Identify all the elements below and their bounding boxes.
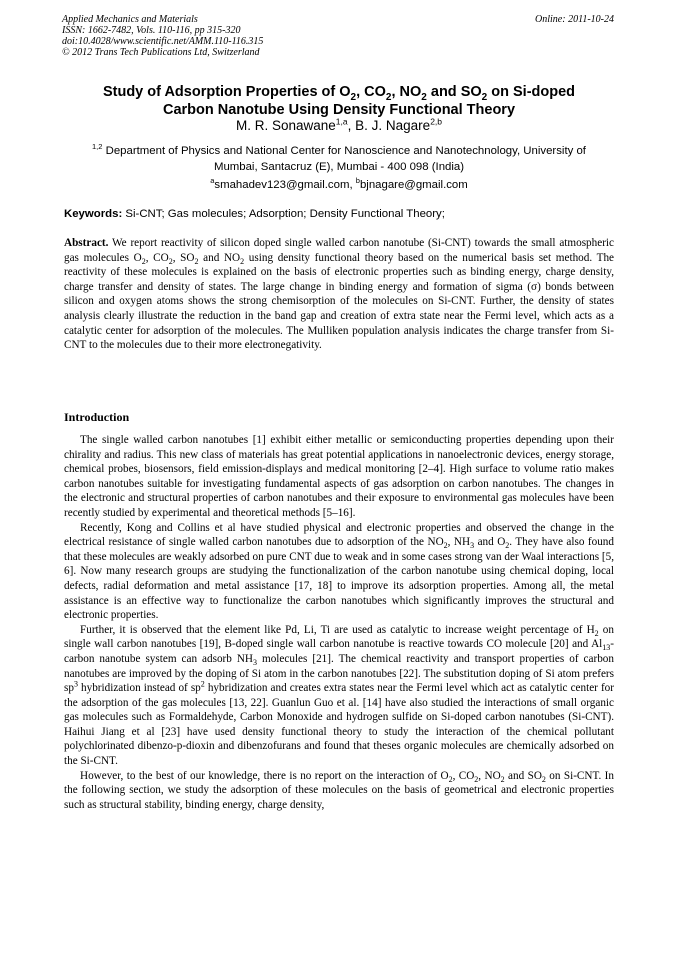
title-line-2: Carbon Nanotube Using Density Functional Theory	[162, 102, 516, 118]
author-list: M. R. Sonawane$^{1,a}$, B. J. Nagare$^{2,b}$	[235, 116, 443, 133]
paragraph-2: Recently, Kong and Collins et al have studied physical and electronic properties and observed the change in the electrical resistance of single walled carbon nanotubes due to adsorption of the $NO_2$, $NH_3$ and $O_2$. They have also found that these molecules are weakly adsorbed on pure CNT due to weak and in some cases strong van der Waal interactions [5, 6]. Now many research groups are studying the functionalization of the carbon nanotube using chemical doping, local defects, radial deformation and metal assistance [17, 18] to improve its adsorption properties. Among all, the metal assistance is an effective way to functionalize the carbon nanotubes which significantly improves the structural and electronic properties.	[64, 521, 614, 622]
issn: ISSN: 1662-7482, Vols. 110-116, pp 315-320	[62, 25, 241, 36]
keywords-text: Si-CNT; Gas molecules; Adsorption; Density Functional Theory;	[122, 208, 445, 220]
email-1[interactable]: smahadev123@gmail.com	[214, 179, 350, 191]
keywords-label: Keywords:	[64, 208, 123, 220]
copyright: © 2012 Trans Tech Publications Ltd, Switzerland	[62, 47, 260, 58]
paragraph-4: However, to the best of our knowledge, there is no report on the interaction of $O_2$, $CO_2$, $NO_2$ and $SO_2$ on Si-CNT. In the following section, we study the adsorption of these molecules on the basis of geometrical and electronic properties such as structural stability, binding energy, charge density,	[64, 769, 614, 811]
doi: doi:10.4028/www.scientific.net/AMM.110-116.315	[62, 36, 264, 47]
affiliation: $^{1,2}$ Department of Physics and National Center for Nanoscience and Nanotechnology, University of Mumbai, Santacruz (E), Mumbai - 400 098 (India)	[92, 142, 586, 173]
paper-title	[60, 83, 618, 119]
paragraph-1: The single walled carbon nanotubes [1] exhibit either metallic or semiconducting properties depending upon their chirality and radius. This new class of materials has great potential applications in nanoelectronic devices, energy storage, chemical probes, biosensors, field emission-displays and medical monitoring [2–4]. High surface to volume ratio makes carbon nanotubes suitable for investigating fundamental aspects of gas adsorption on carbon nanotubes. The changes in the electronic and structural properties of carbon nanotubes and their exposure to environmental gas molecules have been recently studied by experimental and theoretical methods [5–16].	[64, 434, 614, 519]
email-2[interactable]: bjnagare@gmail.com	[359, 179, 468, 191]
journal-name: Applied Mechanics and Materials	[62, 14, 198, 25]
title-line-1: Study of Adsorption Properties of $O_2$, $CO_2$, $NO_2$ and $SO_2$ on Si-doped	[102, 84, 576, 103]
online-date: Online: 2011-10-24	[535, 14, 614, 25]
paragraph-3: Further, it is observed that the element like Pd, Li, Ti are used as catalytic to increase weight percentage of $H_2$ on single wall carbon nanotubes [19], B-doped single wall carbon nanotube is reactive towards CO molecule [20] and $Al_{13}$-carbon nanotube system can adsorb $NH_3$ molecules [21]. The chemical reactivity and transport properties of carbon nanotubes are improved by the doping of Si atom in the carbon nanotubes [22]. The substitution doping of Si atom prefers $sp^3$ hybridization instead of $sp^2$ hybridization and creates extra states near the Fermi level which act as catalytic center for the adsorption of the gas molecules [13, 22]. Guanlun Guo et al. [14] have also studied the interactions of small organic gas molecules such as Formaldehyde, Carbon Monoxide and hydrogen sulfide on Si-doped carbon nanotubes (Si-CNT). Haihui Jiang et al [23] have used density functional theory to study the interaction of the chemical pollutant polychlorinated dibenzo-p-dioxin and dibenzofurans and found that theses organic molecules are chemically adsorbed on the Si-CNT.	[64, 623, 614, 768]
section-heading-introduction: Introduction	[64, 410, 130, 424]
abstract-label: Abstract.	[64, 237, 109, 249]
author-1: M. R. Sonawane	[235, 118, 336, 133]
author-emails: $^a$smahadev123@gmail.com, $^b$bjnagare@gmail.com	[210, 176, 468, 191]
publication-info	[62, 14, 263, 58]
keywords	[64, 207, 445, 222]
abstract: Abstract. We report reactivity of silicon doped single walled carbon nanotube (Si-CNT) towards the small atmospheric gas molecules $O_2$, $CO_2$, $SO_2$ and $NO_2$ using density functional theory based on the numerical basis set method. The reactivity of these molecules is explained on the basis of electronic properties such as binding energy, charge density, charge transfer and density of states. The large change in binding energy and formation of sigma (σ) bonds between silicon and oxygen atoms shows the strong chemisorption of the molecules on Si-CNT. Further, the density of states analysis clearly illustrate the reduction in the band gap and creation of extra state near the Fermi level, which acts as a catalytic center for adsorption of the molecules. The Mulliken population analysis indicates the charge transfer from Si-CNT to the molecules due to their more electronegativity.	[64, 237, 615, 352]
introduction-body	[64, 433, 614, 812]
author-2: B. J. Nagare	[355, 118, 431, 133]
